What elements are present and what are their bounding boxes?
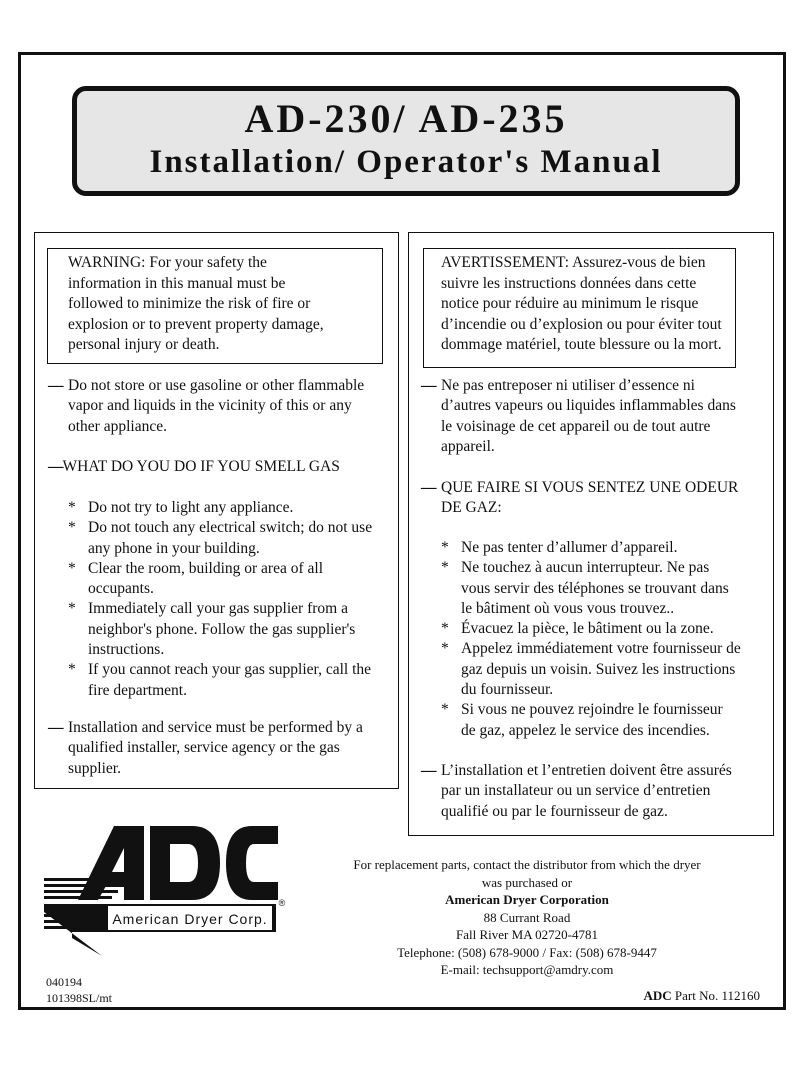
adc-logo-letters	[44, 826, 278, 900]
warning-line: notice pour réduire au minimum le risque	[441, 295, 699, 312]
company-name: American Dryer Corporation	[445, 892, 609, 907]
list-item: * Do not touch any electrical switch; do not use any phone in your building.	[68, 519, 373, 557]
dash-marker: —	[48, 377, 63, 394]
list-item: * Appelez immédiatement votre fournisseur de gaz depuis un voisin. Suivez les instructions du fournisseur.	[441, 640, 741, 699]
warning-line: dommage matériel, toute blessure ou la mort.	[441, 336, 722, 353]
french-gas-instructions	[441, 538, 766, 741]
english-item-installation: — Installation and service must be performed by a qualified installer, service agency or the gas supplier.	[48, 719, 363, 777]
warning-line: information in this manual must be	[68, 274, 286, 292]
title-box	[72, 86, 740, 196]
phone-fax: Telephone: (508) 678-9000 / Fax: (508) 678-9447	[397, 944, 657, 960]
address-line: Fall River MA 02720-4781	[456, 927, 598, 942]
part-prefix: ADC	[643, 988, 672, 1003]
part-number	[643, 988, 760, 1004]
adc-logo	[40, 820, 290, 958]
list-item: * Ne pas tenter d’allumer d’appareil.	[441, 539, 678, 556]
logo-company-name: American Dryer Corp.	[112, 911, 268, 927]
list-item: * Évacuez la pièce, le bâtiment ou la zone.	[441, 620, 714, 638]
list-item: * Do not try to light any appliance.	[68, 499, 294, 516]
warning-line: followed to minimize the risk of fire or	[68, 295, 311, 312]
code-line: 040194	[46, 975, 82, 989]
dash-marker: —	[421, 377, 436, 394]
french-item-installation: — L’installation et l’entretien doivent être assurés par un installateur ou un service d’entretien qualifié ou par le fournisseur de gaz.	[421, 762, 732, 820]
warning-line: d’incendie ou d’explosion ou pour éviter tout	[441, 315, 722, 333]
list-item: * If you cannot reach your gas supplier, call the fire department.	[68, 661, 372, 699]
list-item: * Immediately call your gas supplier from a neighbor's phone. Follow the gas supplier's instructions.	[68, 600, 356, 659]
warning-line: suivre les instructions données dans cette	[441, 274, 697, 292]
dash-marker: —	[48, 719, 63, 736]
dash-marker: —	[421, 762, 436, 779]
warning-line: personal injury or death.	[68, 336, 220, 353]
french-item-flammables: — Ne pas entreposer ni utiliser d’essence ni d’autres vapeurs ou liquides inflammables dans le voisinage de cet appareil ou de tout autre appareil.	[421, 377, 736, 455]
manual-model-title: AD-230/ AD-235	[244, 96, 568, 141]
dash-marker: —	[48, 458, 63, 475]
french-warning-box	[423, 248, 736, 368]
part-number-text: Part No. 112160	[671, 988, 760, 1003]
warning-line: explosion or to prevent property damage,	[68, 315, 324, 333]
manual-subtitle: Installation/ Operator's Manual	[149, 144, 663, 180]
contact-block	[330, 856, 724, 979]
contact-line: was purchased or	[481, 874, 573, 890]
warning-line: WARNING: For your safety the	[68, 254, 267, 271]
english-gas-heading: —WHAT DO YOU DO IF YOU SMELL GAS	[48, 458, 340, 475]
email: E-mail: techsupport@amdry.com	[440, 962, 614, 977]
dash-marker: —	[421, 479, 436, 496]
list-item: * Ne touchez à aucun interrupteur. Ne pas vous servir des téléphones se trouvant dans le bâtiment où vous vous trouvez..	[441, 559, 729, 617]
address-line: 88 Currant Road	[483, 909, 571, 925]
document-codes	[46, 974, 112, 1006]
french-gas-heading: — QUE FAIRE SI VOUS SENTEZ UNE ODEUR DE GAZ:	[421, 479, 739, 517]
code-line: 101398SL/mt	[46, 991, 113, 1005]
registered-mark: ®	[278, 898, 286, 908]
warning-line: AVERTISSEMENT: Assurez-vous de bien	[441, 254, 706, 271]
english-item-flammables: — Do not store or use gasoline or other flammable vapor and liquids in the vicinity of this or any other appliance.	[48, 377, 365, 435]
contact-line: For replacement parts, contact the distributor from which the dryer	[353, 857, 701, 872]
list-item: * Si vous ne pouvez rejoindre le fournisseur de gaz, appelez le service des incendies.	[441, 701, 723, 739]
english-gas-instructions	[68, 498, 388, 701]
list-item: * Clear the room, building or area of all occupants.	[68, 559, 324, 598]
english-warning-box	[47, 248, 383, 364]
